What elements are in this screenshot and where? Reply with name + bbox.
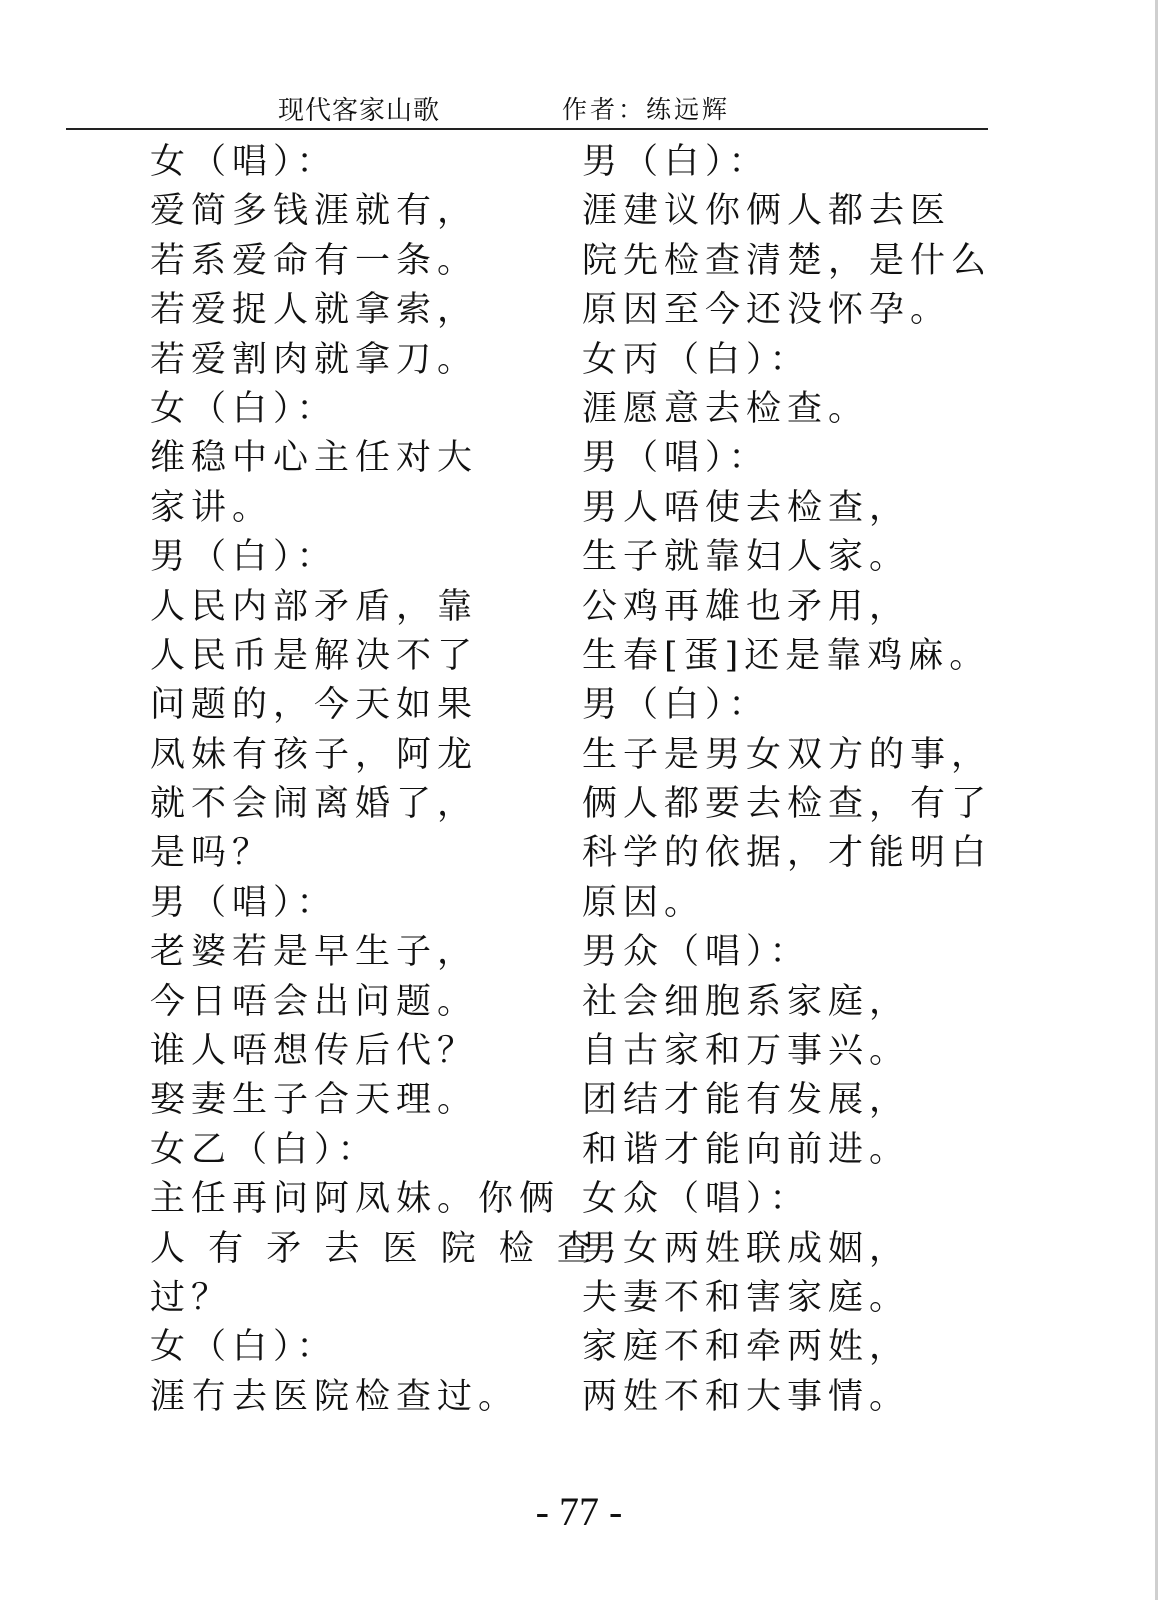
left-line: 女（白）： (150, 388, 338, 429)
left-line: 男（唱）： (150, 882, 338, 923)
right-line: 涯愿意去检查。 (582, 388, 870, 429)
left-line: 若爱割肉就拿刀。 (150, 339, 479, 380)
right-line: 男人唔使去检查， (582, 487, 911, 528)
left-line: 过？ (150, 1277, 233, 1318)
left-column (150, 138, 598, 1422)
right-line: 男（白）： (582, 685, 770, 726)
right-line: 生子是男女双方的事， (582, 734, 993, 775)
left-line: 若系爱命有一条。 (150, 240, 479, 281)
left-line: 问题的，今天如果 (150, 685, 479, 726)
left-line: 谁人唔想传后代？ (150, 1031, 479, 1072)
running-header (66, 86, 988, 130)
right-line: 男众（唱）： (582, 932, 811, 973)
right-line: 院先检查清楚，是什么 (582, 240, 993, 281)
author-line: 作者：练远辉 (562, 95, 731, 124)
right-line: 俩人都要去检查，有了 (582, 784, 993, 825)
right-line: 男女两姓联成姻， (582, 1228, 911, 1269)
left-line: 女（唱）： (150, 142, 338, 182)
right-line: 原因至今还没怀孕。 (582, 290, 952, 331)
right-line: 两姓不和大事情。 (582, 1376, 911, 1417)
left-line: 爱简多钱涯就有， (150, 191, 479, 232)
left-line: 今日唔会出问题。 (150, 981, 479, 1022)
right-column (582, 138, 993, 1422)
left-line: 维稳中心主任对大 (150, 438, 479, 479)
book-title: 现代客家山歌 (278, 96, 441, 126)
left-line: 是吗？ (150, 833, 274, 874)
left-line: 若爱捉人就拿索， (150, 290, 479, 331)
right-line: 家庭不和牵两姓， (582, 1327, 911, 1368)
right-line: 女众（唱）： (582, 1179, 811, 1220)
left-line: 人民内部矛盾，靠 (150, 586, 479, 627)
right-line: 科学的依据，才能明白 (582, 833, 993, 874)
right-line: 涯建议你俩人都去医 (582, 191, 952, 232)
right-line: 团结才能有发展， (582, 1080, 911, 1121)
right-line: 男（唱）： (582, 438, 770, 479)
left-line: 娶妻生子合天理。 (150, 1080, 479, 1121)
left-line: 涯冇去医院检查过。 (150, 1376, 520, 1417)
left-line: 男（白）： (150, 537, 338, 578)
right-line: 公鸡再雄也矛用， (582, 586, 911, 627)
right-line: 和谐才能向前进。 (582, 1129, 911, 1170)
right-line: 女丙（白）： (582, 339, 811, 380)
right-line: 生春[蛋]还是靠鸡麻。 (582, 635, 991, 676)
left-line: 就不会闹离婚了， (150, 784, 479, 825)
left-line: 人民币是解决不了 (150, 635, 479, 676)
left-line: 凤妹有孩子，阿龙 (150, 734, 479, 775)
left-line: 家讲。 (150, 487, 274, 528)
left-line: 主任再问阿凤妹。你俩 (150, 1179, 561, 1220)
page-number: - 77 - (535, 1489, 623, 1534)
right-line: 自古家和万事兴。 (582, 1031, 911, 1072)
left-line: 女（白）： (150, 1327, 338, 1368)
right-line: 生子就靠妇人家。 (582, 537, 911, 578)
left-line: 女乙（白）： (150, 1129, 379, 1170)
right-line: 原因。 (582, 882, 706, 923)
right-line: 男（白）： (582, 142, 770, 182)
left-line: 人 有 矛 去 医 院 检 查 (150, 1228, 598, 1269)
right-line: 社会细胞系家庭， (582, 981, 911, 1022)
left-line: 老婆若是早生子， (150, 932, 479, 973)
right-line: 夫妻不和害家庭。 (582, 1277, 911, 1318)
